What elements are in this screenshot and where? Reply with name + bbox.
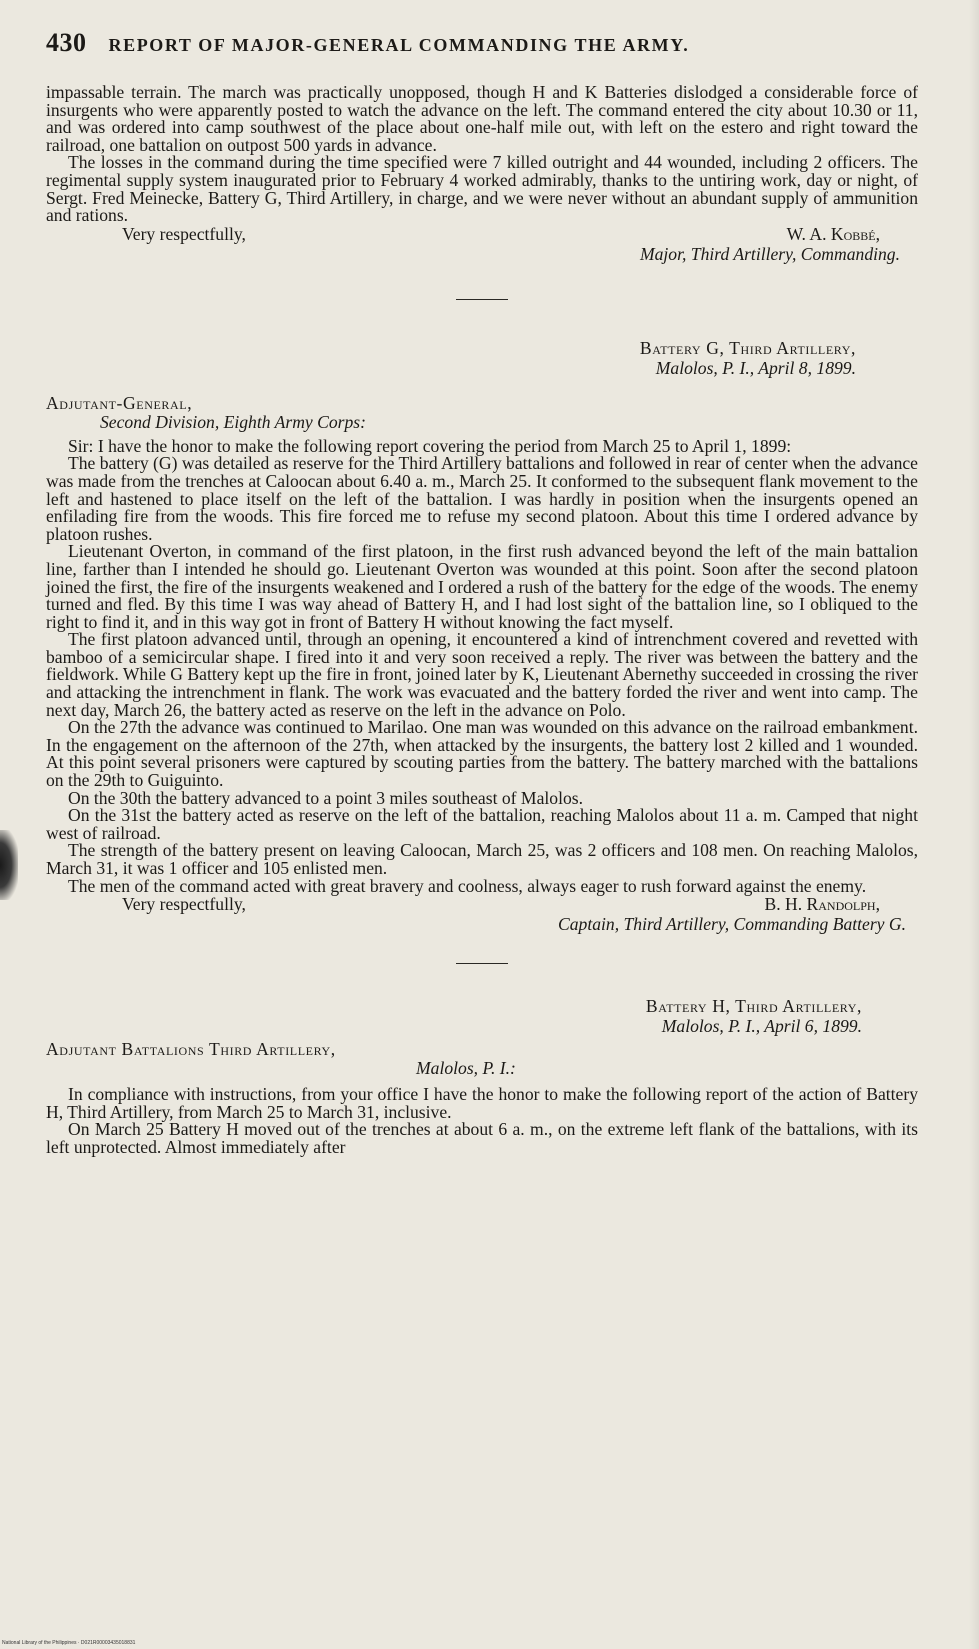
paragraph: The first platoon advanced until, through an opening, it encountered a kind of intrenchment covered and revetted with bamboo of a semicircular shape. I fired into it and very soon received a reply. The river was between the battery and the fieldwork. While G Battery kept up the fire in front, joined later by K, Lieutenant Abernethy succeeded in crossing the river and attacking the intrenchment in flank. The work was evacuated and the battery forded the river and went into camp. The next day, March 26, the battery acted as reserve on the left in the advance on Polo.	[46, 629, 918, 720]
addressee-sub: Malolos, P. I.:	[416, 1058, 516, 1079]
page-content	[46, 28, 918, 1157]
paragraph: The battery (G) was detailed as reserve for the Third Artillery battalions and followed in rear of center when the advance was made from the trenches at Caloocan about 6.40 a. m., March 25. It conformed to the subsequent flank movement to the left and hastened to place itself on the left of the battalion. I was hardly in position when the insurgents opened an enfilading fire from the woods. This fire forced me to refuse my second platoon. About this time I ordered advance by platoon rushes.	[46, 453, 918, 544]
signature-name: W. A. Kobbé,	[786, 223, 880, 244]
scan-footer-note: National Library of the Philippines · D021R00003435018831	[2, 1640, 136, 1646]
paragraph: In compliance with instructions, from your office I have the honor to make the following report of the action of Battery H, Third Artillery, from March 25 to March 31, inclusive.	[46, 1084, 918, 1122]
paragraph: On the 27th the advance was continued to Marilao. One man was wounded on this advance on the railroad embankment. In the engagement on the afternoon of the 27th, when attacked by the insurgents, the battery lost 2 killed and 1 wounded. At this point several prisoners were captured by scouting parties from the battery. The battery marched with the battalions on the 29th to Guiguinto.	[46, 717, 918, 791]
paragraph: impassable terrain. The march was practically unopposed, though H and K Batteries dislodged a considerable force of insurgents who were apparently posted to watch the advance on the left. The command entered the city about 10.30 or 11, and was ordered into camp southwest of the place about one-half mile out, with left on the estero and right toward the railroad, one battalion on outpost 500 yards in advance.	[46, 82, 918, 155]
paragraph: On March 25 Battery H moved out of the trenches at about 6 a. m., on the extreme left flank of the battalions, with its left unprotected. Almost immediately after	[46, 1119, 918, 1157]
paragraph: The losses in the command during the time specified were 7 killed outright and 44 wounded, including 2 officers. The regimental supply system inaugurated prior to February 4 worked admirably, thanks to the untiring work, day or night, of Sergt. Fred Meinecke, Battery G, Third Artillery, in charge, and we were never without an abundant supply of ammunition and rations.	[46, 152, 918, 226]
addressee-name: Adjutant-General,	[46, 392, 193, 413]
scan-thumb-smudge	[0, 830, 18, 900]
letter-heading	[46, 338, 918, 378]
paragraph: Sir: I have the honor to make the following report covering the period from March 25 to April 1, 1899:	[68, 435, 792, 456]
letter-heading	[46, 996, 918, 1036]
paragraph: On the 30th the battery advanced to a point 3 miles southeast of Malolos.	[68, 787, 583, 808]
page-number: 430	[46, 28, 87, 57]
paragraph: The strength of the battery present on leaving Caloocan, March 25, was 2 officers and 108 men. On reaching Malolos, March 31, it was 1 officer and 105 enlisted men.	[46, 840, 918, 878]
addressee-name: Adjutant Battalions Third Artillery,	[46, 1039, 336, 1060]
addressee	[46, 394, 918, 432]
paragraph: Lieutenant Overton, in command of the first platoon, in the first rush advanced beyond the left of the main battalion line, farther than I intended he should go. Lieutenant Overton was wounded at this point. Soon after the second platoon joined the first, the fire of the insurgents weakened and I ordered a rush of the battery for the edge of the woods. The enemy turned and fled. By this time I was way ahead of Battery H, and I had lost sight of the battalion line, so I obliqued to the right to find it, and in this way got in front of Battery H without knowing the fact myself.	[46, 541, 918, 632]
running-head-title: REPORT OF MAJOR-GENERAL COMMANDING THE ARMY.	[108, 35, 690, 55]
closing-salutation: Very respectfully,	[122, 894, 246, 915]
closing-salutation: Very respectfully,	[122, 223, 246, 244]
page-edge-shade	[969, 0, 979, 1649]
closing-block	[46, 225, 918, 243]
paragraph: On the 31st the battery acted as reserve on the left of the battalion, reaching Malolos about 11 a. m. Camped that night west of railroad.	[46, 805, 918, 843]
signature-title: Captain, Third Artillery, Commanding Battery G.	[558, 914, 906, 935]
letter-heading-unit: Battery G, Third Artillery,	[639, 337, 856, 358]
paragraph: The men of the command acted with great bravery and coolness, always eager to rush forward against the enemy.	[68, 875, 867, 896]
letter-heading-unit: Battery H, Third Artillery,	[645, 996, 862, 1017]
addressee	[46, 1040, 918, 1078]
letter-heading-place: Malolos, P. I., April 6, 1899.	[661, 1016, 862, 1037]
running-head	[46, 28, 918, 68]
signature-title: Major, Third Artillery, Commanding.	[639, 243, 900, 264]
signature-name: B. H. Randolph,	[764, 894, 880, 915]
closing-block	[46, 895, 918, 913]
letter-heading-place: Malolos, P. I., April 8, 1899.	[655, 357, 856, 378]
addressee-sub: Second Division, Eighth Army Corps:	[100, 411, 367, 432]
